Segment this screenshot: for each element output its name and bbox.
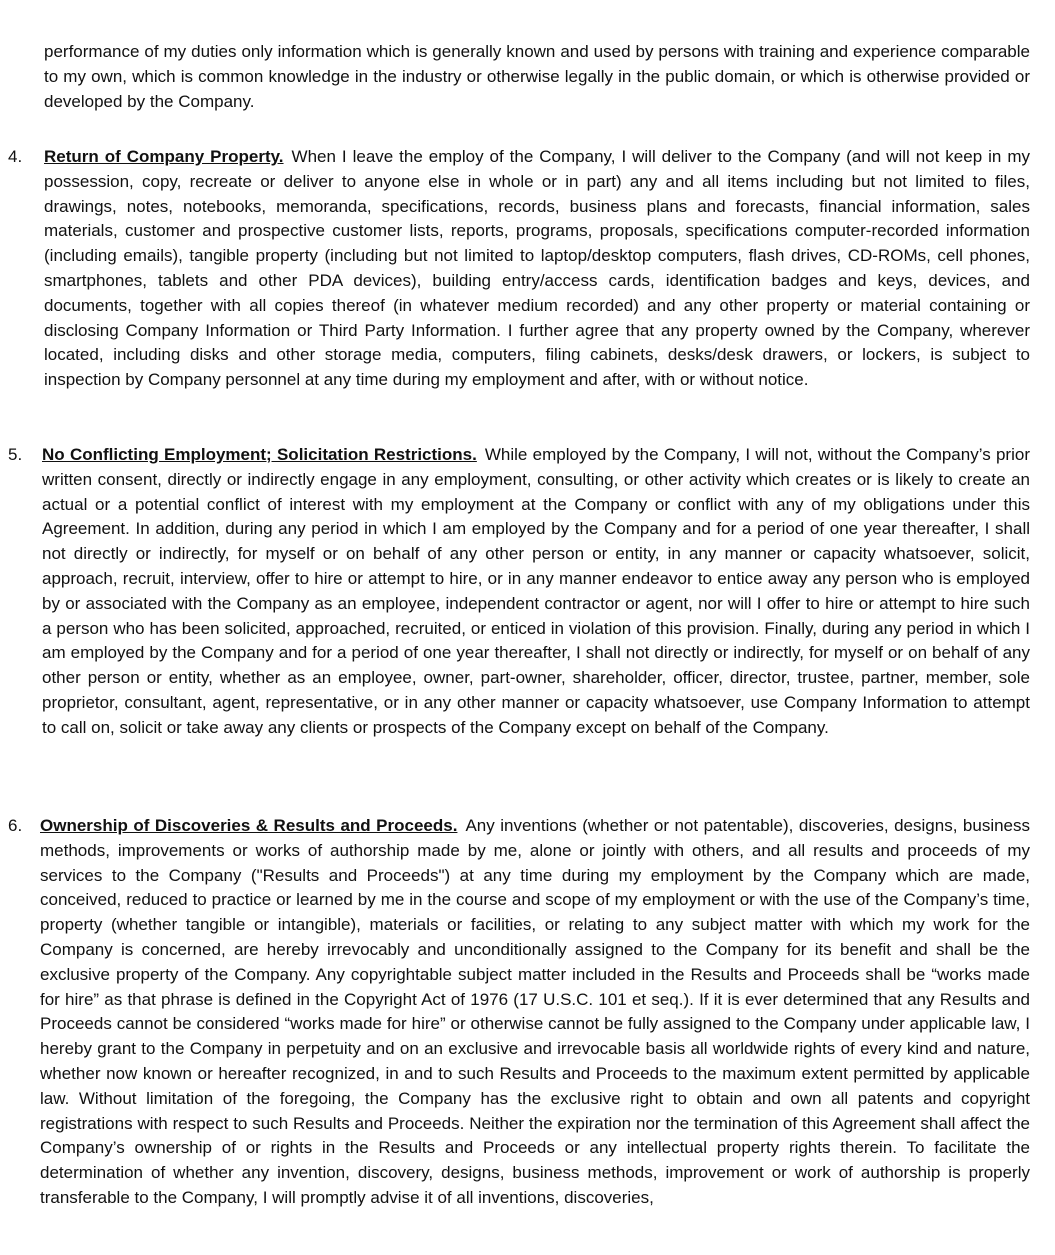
section-heading: No Conflicting Employment; Solicitation Restrictions. xyxy=(42,445,477,464)
section-number: 4. xyxy=(8,147,23,166)
section-number: 5. xyxy=(8,445,23,464)
section-body xyxy=(42,443,1030,741)
section-body xyxy=(40,814,1030,1211)
section-body xyxy=(44,145,1030,393)
section-text: Any inventions (whether or not patentable), discoveries, designs, business methods, improvements or works of authorship made by me, alone or jointly with others, and all results and proceeds of my services to the Company ("Results and Proceeds") at any time during my employment by the Company which are made, conceived, reduced to practice or learned by me in the course and scope of my employment or with the use of the Company’s time, property (whether tangible or intangible), materials or facilities, or relating to any subject matter with which my work for the Company is concerned, are hereby irrevocably and unconditionally assigned to the Company for its benefit and shall be the exclusive property of the Company. Any copyrightable subject matter included in the Results and Proceeds shall be “works made for hire” as that phrase is defined in the Copyright Act of 1976 (17 U.S.C. 101 et seq.). If it is ever determined that any Results and Proceeds cannot be considered “works made for hire” or otherwise cannot be fully assigned to the Company under applicable law, I hereby grant to the Company in perpetuity and on an exclusive and irrevocable basis all worldwide rights of every kind and nature, whether now known or hereafter recognized, in and to such Results and Proceeds to the maximum extent permitted by applicable law. Without limitation of the foregoing, the Company has the exclusive right to obtain and own all patents and copyright registrations with respect to such Results and Proceeds. Neither the expiration nor the termination of this Agreement shall affect the Company’s ownership of or rights in the Results and Proceeds or any intellectual property rights therein. To facilitate the determination of whether any invention, discovery, designs, business methods, improvement or work of authorship is properly transferable to the Company, I will promptly advise it of all inventions, discoveries, xyxy=(40,816,1031,1207)
continuation-paragraph: performance of my duties only information which is generally known and used by persons with training and experience comparable to my own, which is common knowledge in the industry or otherwise legally in the public domain, or which is otherwise provided or developed by the Company. xyxy=(44,42,1030,111)
section-4 xyxy=(8,145,1030,393)
section-text: When I leave the employ of the Company, I will deliver to the Company (and will not keep in my possession, copy, recreate or deliver to anyone else in whole or in part) any and all items including but not limited to files, drawings, notes, notebooks, memoranda, specifications, records, business plans and forecasts, financial information, sales materials, customer and prospective customer lists, reports, programs, proposals, specifications computer-recorded information (including emails), tangible property (including but not limited to laptop/desktop computers, flash drives, CD-ROMs, cell phones, smartphones, tablets and other PDA devices), building entry/access cards, identification badges and keys, devices, and documents, together with all copies thereof (in whatever medium recorded) and any other property or material containing or disclosing Company Information or Third Party Information. I further agree that any property owned by the Company, wherever located, including disks and other storage media, computers, filing cabinets, desks/desk drawers, or lockers, is subject to inspection by Company personnel at any time during my employment and after, with or without notice. xyxy=(44,147,1030,390)
section-heading: Ownership of Discoveries & Results and Proceeds. xyxy=(40,816,458,835)
section-heading: Return of Company Property. xyxy=(44,147,284,166)
section-5 xyxy=(8,443,1030,741)
section-6 xyxy=(8,814,1030,1211)
section-text: While employed by the Company, I will not, without the Company’s prior written consent, directly or indirectly engage in any employment, consulting, or other activity which creates or is likely to create an actual or a potential conflict of interest with my employment at the Company or conflict with any of my obligations under this Agreement. In addition, during any period in which I am employed by the Company and for a period of one year thereafter, I shall not directly or indirectly, for myself or on behalf of any other person or entity, in any manner or capacity whatsoever, solicit, approach, recruit, interview, offer to hire or attempt to hire, or in any manner endeavor to entice away any person who is employed by or associated with the Company as an employee, independent contractor or agent, nor will I offer to hire or attempt to hire such a person who has been solicited, approached, recruited, or enticed in violation of this provision. Finally, during any period in which I am employed by the Company and for a period of one year thereafter, I shall not directly or indirectly, for myself or on behalf of any other person or entity, whether as an employee, owner, part-owner, shareholder, officer, director, trustee, partner, member, sole proprietor, consultant, agent, representative, or in any other manner or capacity whatsoever, use Company Information to attempt to call on, solicit or take away any clients or prospects of the Company except on behalf of the Company. xyxy=(42,445,1030,737)
section-number: 6. xyxy=(8,816,23,835)
